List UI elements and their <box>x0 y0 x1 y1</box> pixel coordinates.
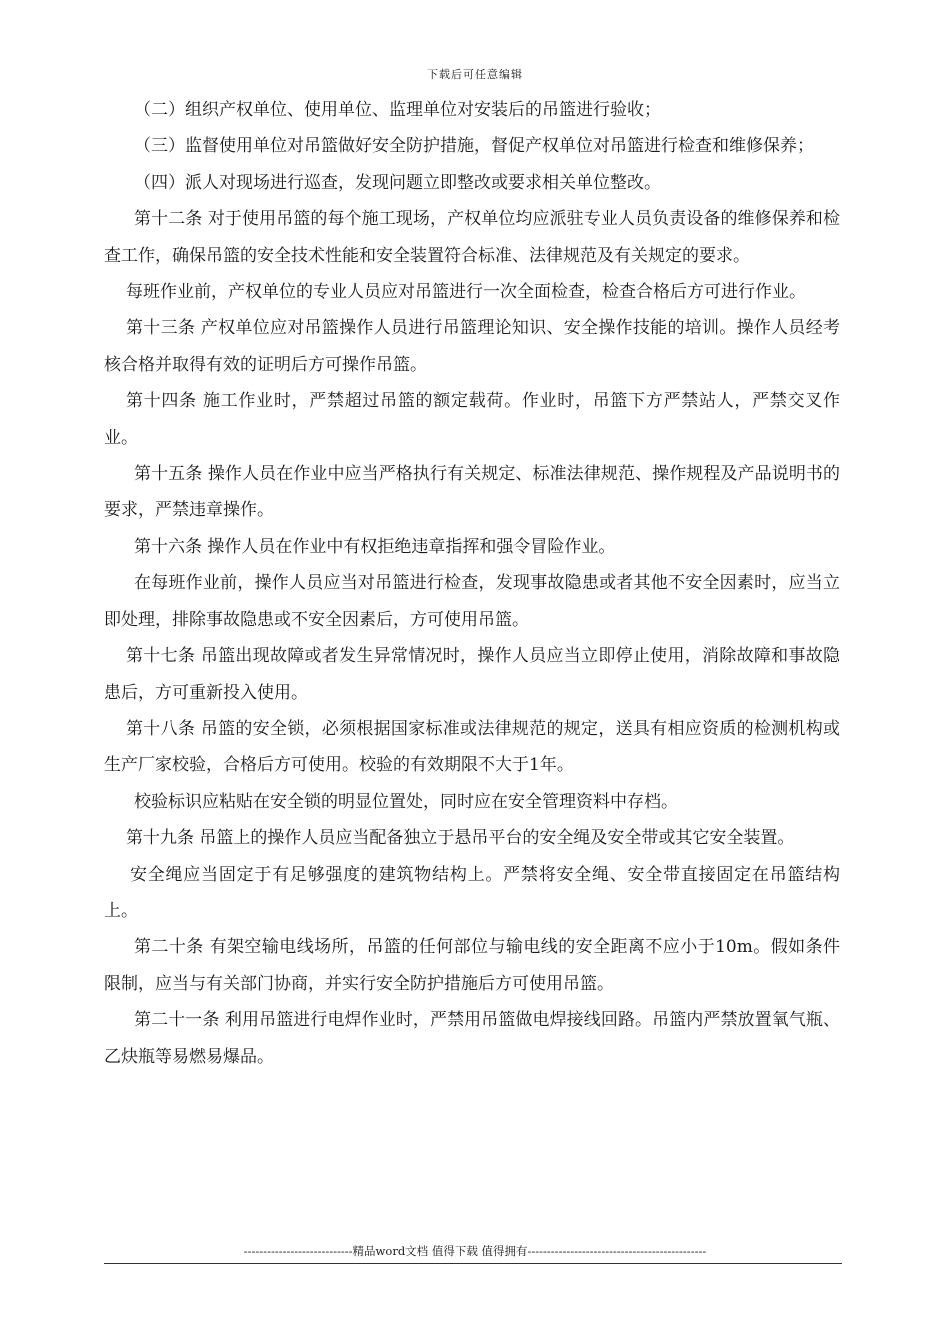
paragraph-pre-shift-check: 在每班作业前，操作人员应当对吊篮进行检查，发现事故隐患或者其他不安全因素时，应当立即处理，排除事故隐患或不安全因素后，方可使用吊篮。 <box>104 573 840 630</box>
paragraph-article-18: 第十八条 吊篮的安全锁，必须根据国家标准或法律规范的规定，送具有相应资质的检测机构或生产厂家校验，合格后方可使用。校验的有效期限不大于1年。 <box>104 718 840 776</box>
page-footer: ----------------------------精品word文档 值得下载 值得拥有---------------------------------------------- <box>243 1244 707 1258</box>
paragraph-article-21: 第二十一条 利用吊篮进行电焊作业时，严禁用吊篮做电焊接线回路。吊篮内严禁放置氧气瓶、乙炔瓶等易燃易爆品。 <box>104 1010 840 1067</box>
document-body <box>104 92 840 1075</box>
paragraph-item-3: （三）监督使用单位对吊篮做好安全防护措施，督促产权单位对吊篮进行检查和维修保养； <box>134 136 814 157</box>
paragraph-item-2: （二）组织产权单位、使用单位、监理单位对安装后的吊篮进行验收； <box>134 100 661 120</box>
paragraph-article-13: 第十三条 产权单位应对吊篮操作人员进行吊篮理论知识、安全操作技能的培训。操作人员经考核合格并取得有效的证明后方可操作吊篮。 <box>104 318 840 375</box>
page-header: 下载后可任意编辑 <box>427 68 523 81</box>
paragraph-article-19: 第十九条 吊篮上的操作人员应当配备独立于悬吊平台的安全绳及安全带或其它安全装置。 <box>126 828 795 849</box>
paragraph-item-4: （四）派人对现场进行巡查，发现问题立即整改或要求相关单位整改。 <box>134 172 661 193</box>
paragraph-article-12: 第十二条 对于使用吊篮的每个施工现场，产权单位均应派驻专业人员负责设备的维修保养和检查工作，确保吊篮的安全技术性能和安全装置符合标准、法律规范及有关规定的要求。 <box>104 209 840 266</box>
paragraph-article-17: 第十七条 吊篮出现故障或者发生异常情况时，操作人员应当立即停止使用，消除故障和事故隐患后，方可重新投入使用。 <box>104 646 840 703</box>
paragraph-article-16: 第十六条 操作人员在作业中有权拒绝违章指挥和强令冒险作业。 <box>134 536 616 557</box>
paragraph-article-15: 第十五条 操作人员在作业中应当严格执行有关规定、标准法律规范、操作规程及产品说明书的要求，严禁违章操作。 <box>104 464 840 521</box>
paragraph-daily-inspection: 每班作业前，产权单位的专业人员应对吊篮进行一次全面检查，检查合格后方可进行作业。 <box>126 282 806 303</box>
paragraph-article-20: 第二十条 有架空输电线场所，吊篮的任何部位与输电线的安全距离不应小于10m。假如条件限制，应当与有关部门协商，并实行安全防护措施后方可使用吊篮。 <box>104 937 840 994</box>
paragraph-lock-label: 校验标识应粘贴在安全锁的明显位置处，同时应在安全管理资料中存档。 <box>134 791 678 812</box>
footer-divider <box>104 1263 842 1264</box>
paragraph-safety-rope: 安全绳应当固定于有足够强度的建筑物结构上。严禁将安全绳、安全带直接固定在吊篮结构上。 <box>104 864 840 921</box>
paragraph-article-14: 第十四条 施工作业时，严禁超过吊篮的额定载荷。作业时，吊篮下方严禁站人，严禁交叉作业。 <box>104 391 840 448</box>
